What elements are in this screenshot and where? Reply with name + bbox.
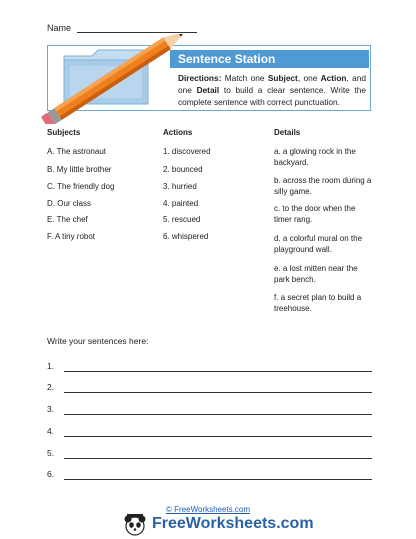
answer-rule xyxy=(64,479,372,480)
line-number: 3. xyxy=(47,404,55,414)
page-title: Sentence Station xyxy=(178,52,276,66)
directions-prefix: Directions: xyxy=(178,73,222,83)
directions-text xyxy=(178,72,366,108)
directions-detail: Detail xyxy=(196,85,220,95)
copyright-link[interactable]: © FreeWorksheets.com xyxy=(166,505,250,514)
subject-item: E. The chef xyxy=(47,215,88,224)
directions-part: to build a clear sentence. Write the complete sentence with correct punctuation. xyxy=(178,85,366,107)
line-number: 5. xyxy=(47,448,55,458)
answer-line-3[interactable] xyxy=(47,404,372,416)
name-label: Name xyxy=(47,23,72,33)
action-item: 5. rescued xyxy=(163,215,201,224)
detail-item: e. a lost mitten near the park bench. xyxy=(274,264,358,284)
answer-line-1[interactable] xyxy=(47,361,372,373)
answer-rule xyxy=(64,436,372,437)
directions-part: , one xyxy=(297,73,321,83)
line-number: 2. xyxy=(47,382,55,392)
name-row xyxy=(47,23,197,33)
detail-item: d. a colorful mural on the playground wall. xyxy=(274,234,363,254)
directions-part: , and one xyxy=(178,73,366,95)
panda-logo-icon xyxy=(122,513,148,537)
subject-item: F. A tiny robot xyxy=(47,232,96,241)
name-field[interactable] xyxy=(77,23,197,33)
detail-item: a. a glowing rock in the backyard. xyxy=(274,147,356,167)
answer-rule xyxy=(64,414,372,415)
details-header: Details xyxy=(274,128,301,137)
subject-item: B. My little brother xyxy=(47,165,112,174)
directions-action: Action xyxy=(320,73,347,83)
answer-rule xyxy=(64,392,372,393)
subject-item: A. The astronaut xyxy=(47,147,106,156)
answer-line-2[interactable] xyxy=(47,382,372,394)
answer-line-6[interactable] xyxy=(47,469,372,481)
action-item: 6. whispered xyxy=(163,232,209,241)
detail-item: b. across the room during a silly game. xyxy=(274,176,372,196)
answer-rule xyxy=(64,458,372,459)
action-item: 4. painted xyxy=(163,199,199,208)
answer-line-5[interactable] xyxy=(47,448,372,460)
action-item: 3. hurried xyxy=(163,182,197,191)
write-instructions: Write your sentences here: xyxy=(47,336,149,346)
action-item: 2. bounced xyxy=(163,165,203,174)
actions-header: Actions xyxy=(163,128,193,137)
detail-item: c. to the door when the timer rang. xyxy=(274,204,356,224)
directions-subject: Subject xyxy=(267,73,298,83)
subject-item: D. Our class xyxy=(47,199,92,208)
line-number: 6. xyxy=(47,469,55,479)
subject-item: C. The friendly dog xyxy=(47,182,115,191)
line-number: 4. xyxy=(47,426,55,436)
answer-rule xyxy=(64,371,372,372)
subjects-header: Subjects xyxy=(47,128,81,137)
line-number: 1. xyxy=(47,361,55,371)
action-item: 1. discovered xyxy=(163,147,211,156)
detail-item: f. a secret plan to build a treehouse. xyxy=(274,293,362,313)
site-logo-text: FreeWorksheets.com xyxy=(152,515,314,532)
pencil-icon xyxy=(40,34,190,124)
directions-part: Match one xyxy=(221,73,268,83)
answer-line-4[interactable] xyxy=(47,426,372,438)
